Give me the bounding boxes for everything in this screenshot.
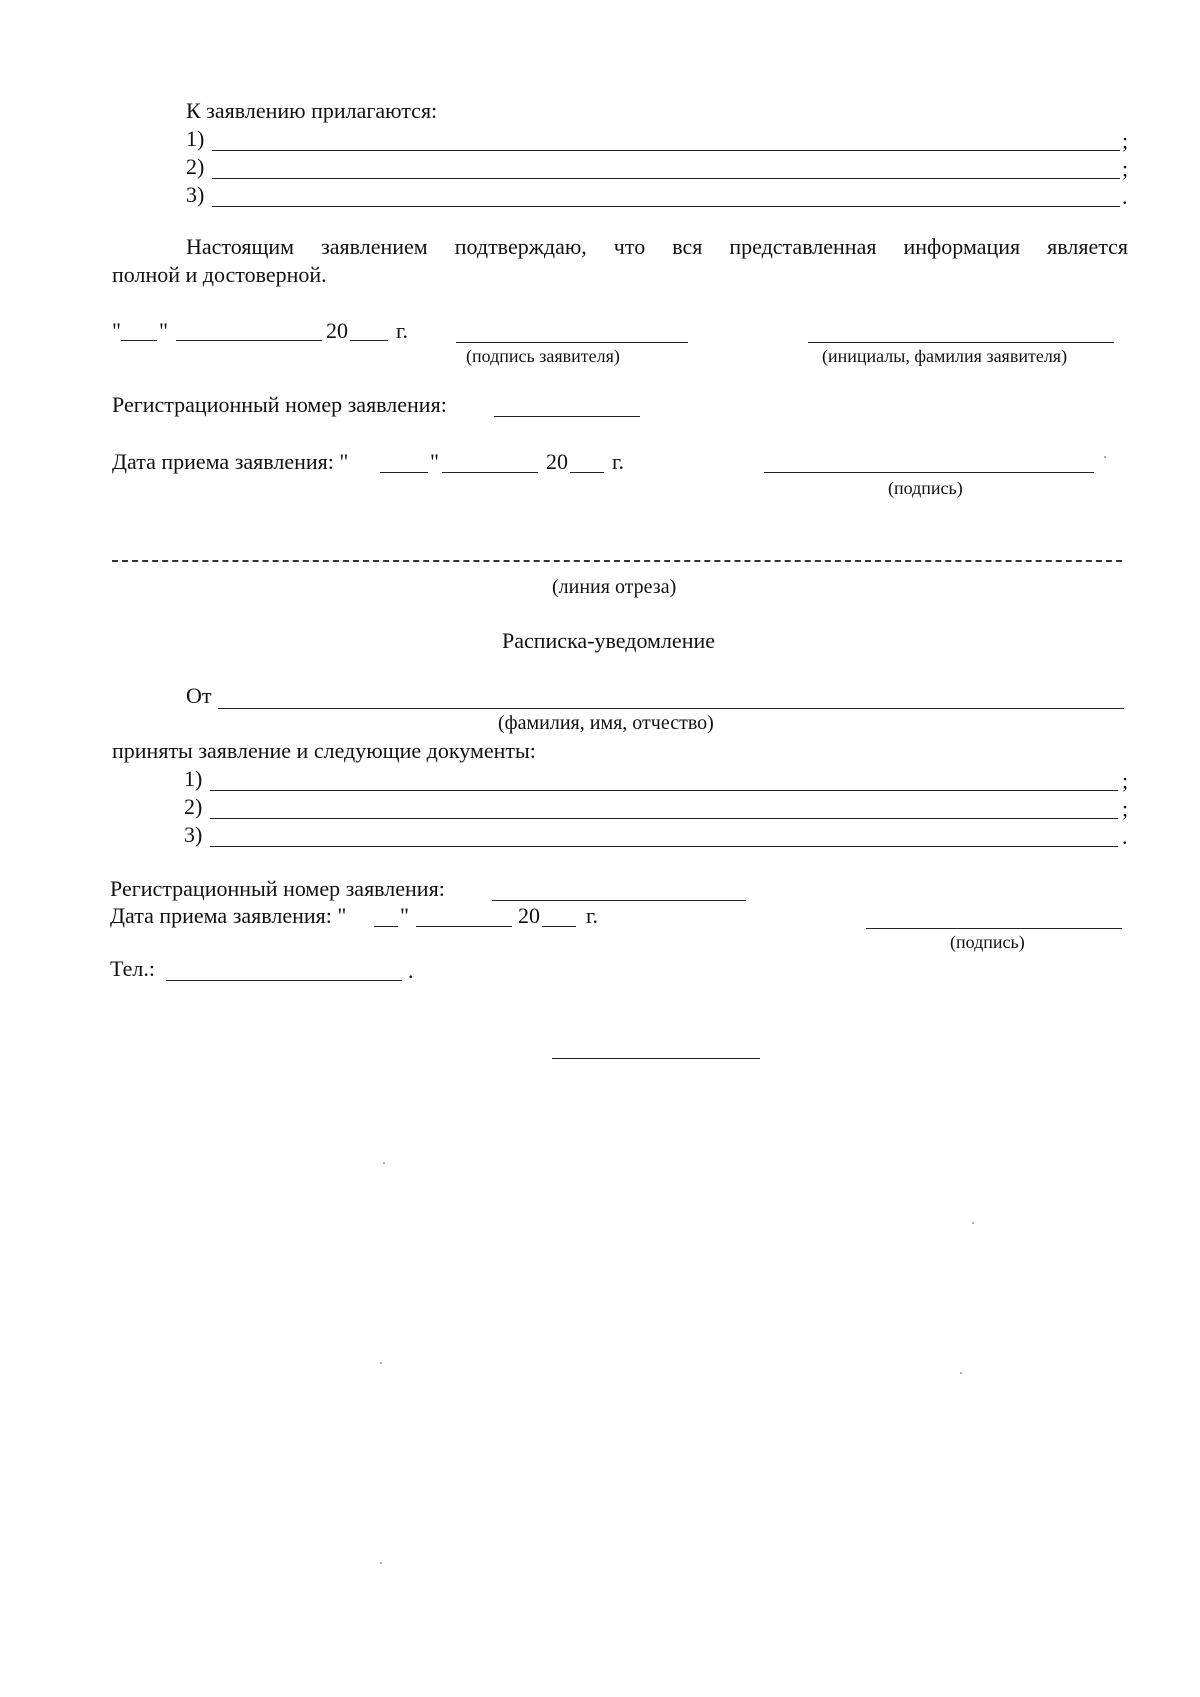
receipt-year-suffix-2: г. (586, 903, 599, 928)
receipt-item-number-2: 2) (184, 794, 203, 819)
phone-line[interactable] (166, 980, 402, 981)
receipt-year-line[interactable] (570, 472, 604, 473)
receipt-date-label: Дата приема заявления: " (112, 449, 349, 474)
date-month-line[interactable] (176, 340, 322, 341)
applicant-signature-line[interactable] (456, 342, 688, 343)
receipt-year-prefix: 20 (546, 449, 568, 474)
registration-number-line[interactable] (494, 416, 640, 417)
phone-end: . (408, 958, 414, 983)
scan-speck (960, 1372, 962, 1374)
receipt-month-line-2[interactable] (416, 926, 512, 927)
attachment-end-2: ; (1122, 156, 1129, 181)
attachments-heading: К заявлению прилагаются: (186, 98, 438, 123)
receipt-year-line-2[interactable] (542, 926, 576, 927)
receipt-item-line-1[interactable] (210, 790, 1118, 791)
receipt-year-prefix-2: 20 (518, 903, 540, 928)
date-quote-open: " (112, 318, 121, 343)
receipt-item-end-3: . (1122, 824, 1128, 849)
cut-line-caption: (линия отреза) (552, 576, 677, 598)
attachment-end-1: ; (1122, 128, 1129, 153)
applicant-name-line[interactable] (808, 342, 1114, 343)
scan-speck (380, 1362, 382, 1364)
date-day-line[interactable] (121, 340, 157, 341)
registration-label: Регистрационный номер заявления: (112, 392, 447, 417)
applicant-name-caption: (инициалы, фамилия заявителя) (822, 346, 1068, 366)
receipt-registration-line[interactable] (492, 900, 746, 901)
receipt-from-line[interactable] (218, 708, 1124, 709)
receipt-signature-line[interactable] (764, 472, 1094, 473)
scan-speck (972, 1222, 974, 1224)
date-year-line[interactable] (350, 340, 388, 341)
receipt-from-label: От (186, 683, 212, 708)
receipt-item-number-1: 1) (184, 766, 203, 791)
cut-line (112, 560, 1122, 562)
receipt-day-line[interactable] (380, 472, 428, 473)
date-year-prefix: 20 (326, 318, 348, 343)
receipt-signature-caption: (подпись) (888, 478, 963, 498)
receipt-item-line-3[interactable] (210, 846, 1118, 847)
date-year-suffix: г. (396, 318, 409, 343)
receipt-item-number-3: 3) (184, 822, 203, 847)
attachment-number-2: 2) (186, 154, 205, 179)
receipt-title: Расписка-уведомление (502, 628, 716, 653)
scan-speck (383, 1162, 385, 1164)
receipt-day-line-2[interactable] (374, 926, 398, 927)
attachment-line-2[interactable] (212, 178, 1120, 179)
applicant-signature-caption: (подпись заявителя) (466, 346, 620, 366)
receipt-accepted-text: приняты заявление и следующие документы: (112, 738, 536, 763)
receipt-year-suffix: г. (612, 449, 625, 474)
attachment-line-1[interactable] (212, 150, 1120, 151)
confirmation-line-1: Настоящим заявлением подтверждаю, что вся представленная информация является (186, 234, 1128, 259)
attachment-number-3: 3) (186, 182, 205, 207)
scan-speck (1104, 456, 1106, 458)
receipt-month-line[interactable] (442, 472, 538, 473)
attachment-line-3[interactable] (212, 206, 1120, 207)
attachment-number-1: 1) (186, 126, 205, 151)
date-quote-close: " (159, 318, 168, 343)
receipt-date-label-2: Дата приема заявления: " (110, 903, 347, 928)
closing-separator (552, 1058, 760, 1059)
receipt-date-quote-close: " (430, 449, 439, 474)
attachment-end-3: . (1122, 184, 1128, 209)
phone-label: Тел.: (110, 956, 155, 981)
receipt-from-caption: (фамилия, имя, отчество) (498, 712, 714, 734)
receipt-date-quote-close-2: " (400, 903, 409, 928)
receipt-item-end-1: ; (1122, 768, 1129, 793)
receipt-signature-line-2[interactable] (866, 928, 1122, 929)
receipt-registration-label: Регистрационный номер заявления: (110, 876, 445, 901)
receipt-signature-caption-2: (подпись) (950, 932, 1025, 952)
confirmation-line-2: полной и достоверной. (112, 262, 327, 287)
receipt-item-end-2: ; (1122, 796, 1129, 821)
receipt-item-line-2[interactable] (210, 818, 1118, 819)
scan-speck (380, 1562, 382, 1564)
